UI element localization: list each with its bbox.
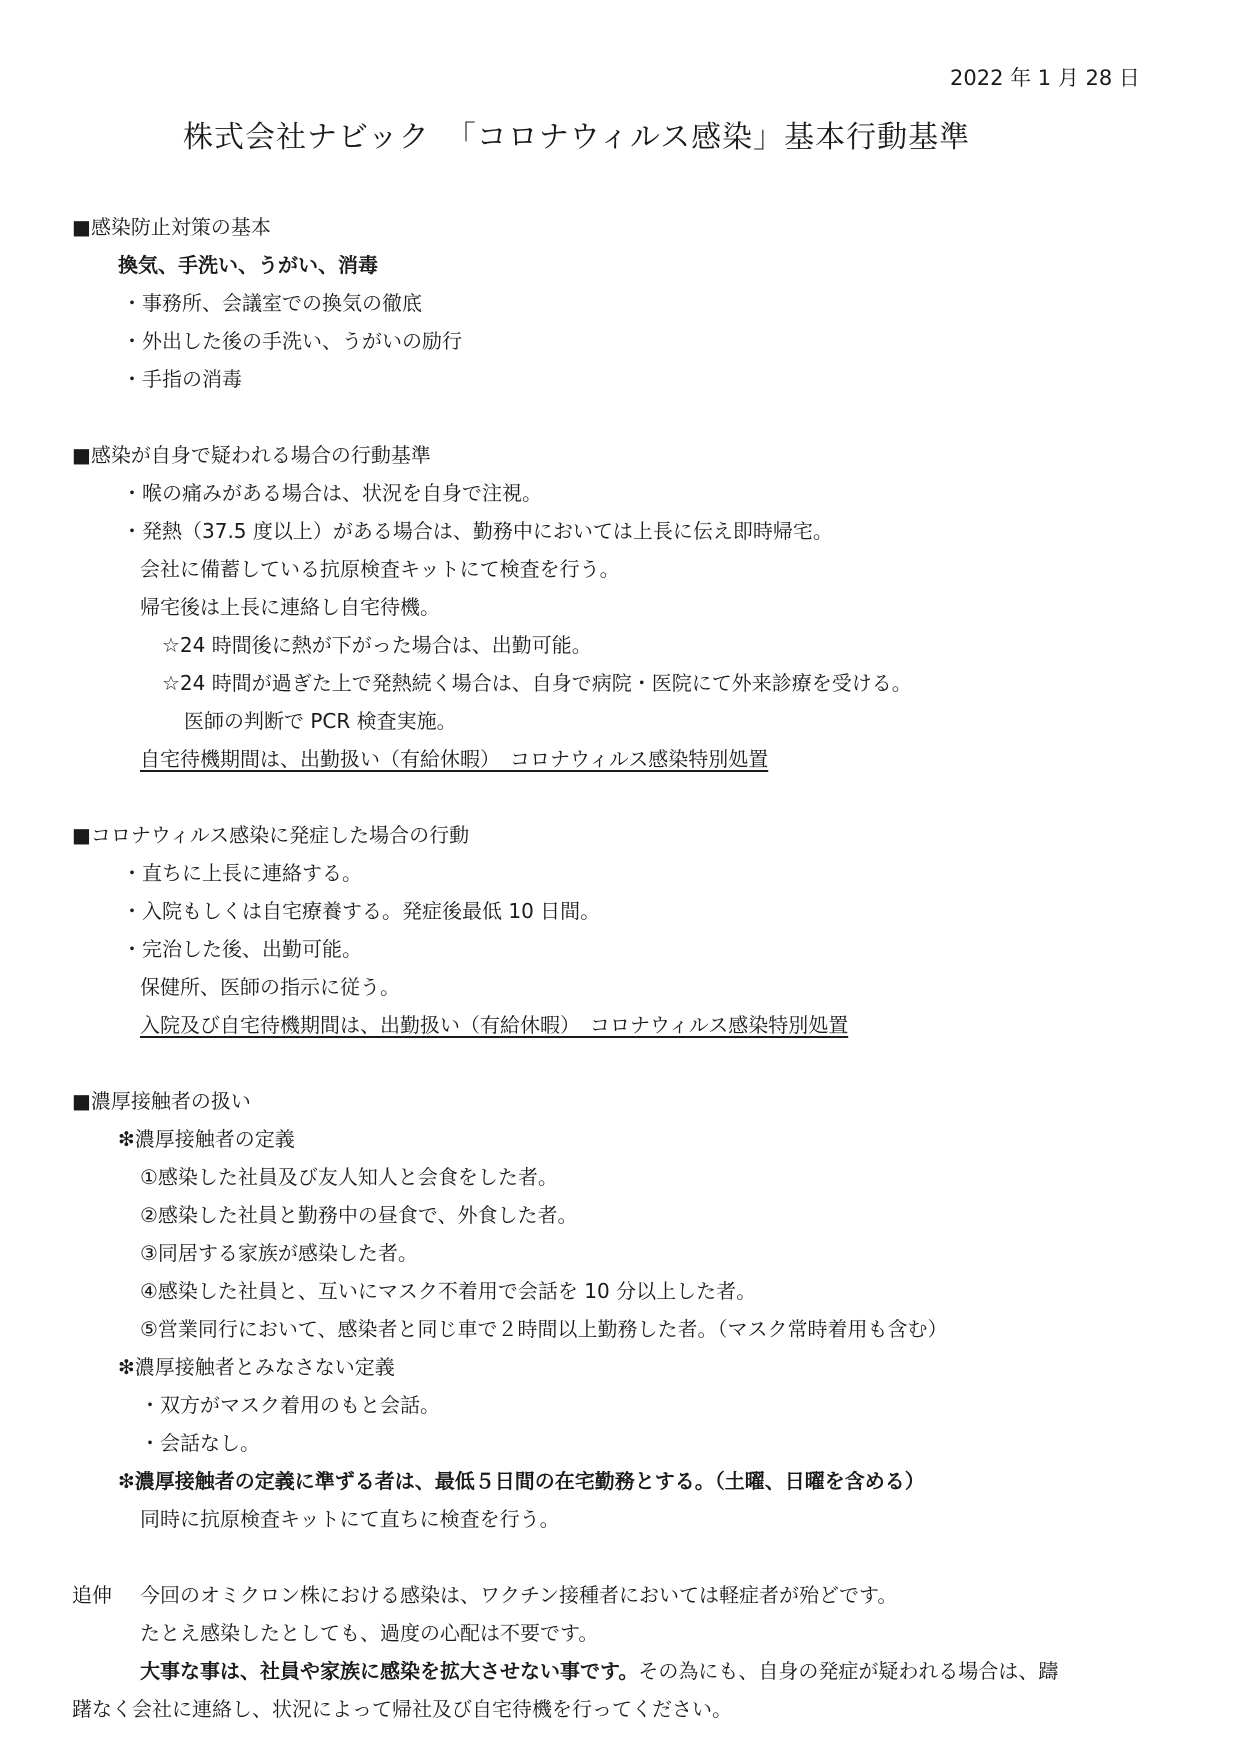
non-contact-definition: ・会話なし。 (140, 1431, 260, 1455)
suspected-line: 帰宅後は上長に連絡し自宅待機。 (140, 595, 440, 619)
prevention-item: ・手指の消毒 (122, 367, 242, 391)
section-heading-infected: ■コロナウィルス感染に発症した場合の行動 (72, 823, 470, 847)
postscript-label: 追伸 (72, 1583, 112, 1607)
document-title: 株式会社ナビック 「コロナウィルス感染」基本行動基準 (183, 120, 971, 155)
suspected-line: 医師の判断で PCR 検査実施。 (184, 709, 457, 733)
suspected-note: 自宅待機期間は、出勤扱い（有給休暇） コロナウィルス感染特別処置 (140, 747, 769, 771)
postscript-line-rest: その為にも、自身の発症が疑われる場合は、躊 (638, 1659, 1059, 1683)
close-contact-definition: ⑤営業同行において、感染者と同じ車で２時間以上勤務した者。（マスク常時着用も含む） (140, 1317, 948, 1341)
close-contact-definition: ②感染した社員と勤務中の昼食で、外食した者。 (140, 1203, 578, 1227)
postscript-line (140, 1658, 1058, 1684)
close-contact-definition: ④感染した社員と、互いにマスク不着用で会話を 10 分以上した者。 (140, 1279, 757, 1303)
infected-line: ・直ちに上長に連絡する。 (122, 861, 362, 885)
non-contact-definition-heading: ❇濃厚接触者とみなさない定義 (118, 1355, 395, 1379)
postscript-line: 躇なく会社に連絡し、状況によって帰社及び自宅待機を行ってください。 (72, 1697, 732, 1721)
section-heading-close-contact: ■濃厚接触者の扱い (72, 1089, 251, 1113)
non-contact-definition: ・双方がマスク着用のもと会話。 (140, 1393, 440, 1417)
document-date: 2022 年 1 月 28 日 (950, 66, 1140, 90)
section-heading-prevention: ■感染防止対策の基本 (72, 215, 271, 239)
suspected-line: ☆24 時間が過ぎた上で発熱続く場合は、自身で病院・医院にて外来診療を受ける。 (162, 671, 912, 695)
suspected-line: ☆24 時間後に熱が下がった場合は、出勤可能。 (162, 633, 592, 657)
infected-line: 保健所、医師の指示に従う。 (140, 975, 400, 999)
section-heading-suspected: ■感染が自身で疑われる場合の行動基準 (72, 443, 431, 467)
close-contact-rule: ❇濃厚接触者の定義に準ずる者は、最低５日間の在宅勤務とする。（土曜、日曜を含める） (118, 1469, 925, 1493)
close-contact-definition: ③同居する家族が感染した者。 (140, 1241, 418, 1265)
suspected-line: ・発熱（37.5 度以上）がある場合は、勤務中においては上長に伝え即時帰宅。 (122, 519, 833, 543)
close-contact-definition-heading: ❇濃厚接触者の定義 (118, 1127, 295, 1151)
postscript-line: たとえ感染したとしても、過度の心配は不要です。 (140, 1621, 599, 1645)
prevention-lead: 換気、手洗い、うがい、消毒 (118, 253, 378, 277)
infected-note: 入院及び自宅待機期間は、出勤扱い（有給休暇） コロナウィルス感染特別処置 (140, 1013, 849, 1037)
postscript-line: 今回のオミクロン株における感染は、ワクチン接種者においては軽症者が殆どです。 (140, 1583, 898, 1607)
infected-line: ・入院もしくは自宅療養する。発症後最低 10 日間。 (122, 899, 601, 923)
postscript-emphasis: 大事な事は、社員や家族に感染を拡大させない事です。 (140, 1659, 639, 1683)
prevention-item: ・事務所、会議室での換気の徹底 (122, 291, 422, 315)
close-contact-rule-followup: 同時に抗原検査キットにて直ちに検査を行う。 (140, 1507, 560, 1531)
close-contact-definition: ①感染した社員及び友人知人と会食をした者。 (140, 1165, 558, 1189)
infected-line: ・完治した後、出勤可能。 (122, 937, 362, 961)
suspected-line: 会社に備蓄している抗原検査キットにて検査を行う。 (140, 557, 620, 581)
prevention-item: ・外出した後の手洗い、うがいの励行 (122, 329, 462, 353)
suspected-line: ・喉の痛みがある場合は、状況を自身で注視。 (122, 481, 542, 505)
